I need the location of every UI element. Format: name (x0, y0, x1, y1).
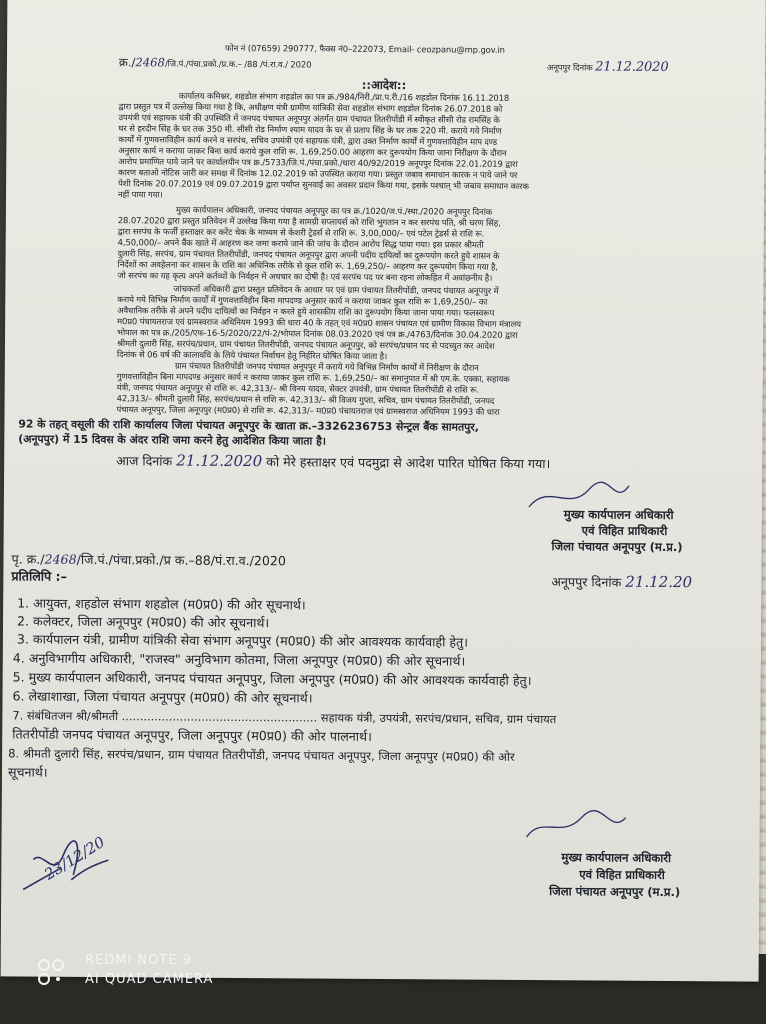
list-item: 5. मुख्य कार्यपालन अधिकारी, जनपद पंचायत अनूपपुर, जिला अनूपपुर (म0प्र0) की ओर आवश्यक कार्यवाही हेतु। (12, 669, 532, 689)
margin-date-note: 23/12/20 (41, 832, 109, 884)
list-item: सूचनार्थ। (7, 764, 48, 780)
list-item: 4. अनुविभागीय अधिकारी, "राजस्व" अनुविभाग कोतमा, जिला अनूपपुर (म0प्र0) की ओर सूचनार्थ। (12, 650, 466, 669)
list-item: 2. कलेक्टर, जिला अनूपपुर (म0प्र0) की ओर सूचनार्थ। (17, 613, 270, 631)
copy-reference: पृ. क्र./2468/जि.पं./पंचा.प्रको./प्र क.–88/पं.रा.व./2020 (11, 551, 286, 569)
reference-number: क्र./2468/जि.पं./पंचा.प्रको./प्र.क.– /88 /पं.रा.व./ 2020 (118, 55, 312, 70)
list-item: 1. आयुक्त, शहडोल संभाग शहडोल (म0प्र0) की ओर सूचनार्थ। (17, 595, 306, 613)
list-item: तितरीपोंडी जनपद पंचायत अनूपपुर, जिला अनूपपुर (म0प्र0) की ओर पालनार्थ। (12, 726, 372, 744)
closing-statement: आज दिनांक 21.12.2020 को मेरे हस्ताक्षर एवं पदमुद्रा से आदेश पारित घोषित किया गया। (116, 451, 551, 472)
office-contact: फोन नं (07659) 290777, फैक्स नं0–222073, Email- ceozpanu@mp.gov.in (225, 42, 505, 55)
list-item: 6. लेखाशाखा, जिला पंचायत अनूपपुर (म0प्र0) की ओर सूचनार्थ। (12, 688, 313, 706)
copy-title: प्रतिलिपि :– (11, 568, 67, 584)
list-item: 3. कार्यपालन यंत्री, ग्रामीण यांत्रिकी सेवा संभाग अनूपपुर (म0प्र0) की ओर आवश्यक कार्यवाही हेतु। (16, 631, 469, 650)
signature-flourish-1-icon (524, 477, 634, 518)
signature-flourish-2-icon (521, 807, 631, 848)
camera-watermark: REDMI NOTE 9 AI QUAD CAMERA (85, 953, 214, 987)
order-document: फोन नं (07659) 290777, फैक्स नं0–222073, Email- ceozpanu@mp.gov.in क्र./2468/जि.पं./पंचा.प्रको./प्र.क.– /88 /पं.रा.व./ 2020 अनूपपुर दिनांक 21.12.2020 ::आदेश:: कार्यालय कमिश्नर, शहडोल संभाग शहडोल का पत्र क्र./984/निरी./प्रा.प.री./16 शहडोल दिनांक 16.11.2018 द्वारा प्रस्तुत पत्र में उल्लेख किया गया है कि, अधीक्षण यंत्री ग्रामीण यांत्रिकी सेवा शहडोल संभाग शहडोल दिनांक 26.07.2018 को उपयंत्री एवं सहायक यंत्री की उपस्थिति में जनपद पंचायत अनूपपुर अंतर्गत ग्राम पंचायत तितरीपोंडी में स्वीकृत सीसी रोड रामसिंह के घर से हरदीन सिंह के घर तक 350 मी. सीसी रोड निर्माण श्याम यादव के घर से प्रताप सिंह के घर तक 220 मी. कराये गये निर्माण कार्यों में गुणवत्ताविहीन कार्य करने व सरपंच, सचिव उपयंत्री एवं सहायक यंत्री, द्वारा उक्त निर्माण कार्यों में गुणवत्ताविहीन माप दण्ड अनुसार कार्य न कराया जाकर बिना कार्य कराये कुल राशि रू. 1,69,250.00 आहरण कर दुरूपयोग किया जाना निरीक्षण के दौरान आरोप प्रमाणित पाये जाने पर कार्यालयीन पत्र क्र./5733/जि.पं./पंचा.प्रको./धारा 40/92/2019 अनूपपुर दिनांक 22.01.2019 द्वारा कारण बताओ नोटिस जारी कर समक्ष में दिनांक 12.02.2019 को उपस्थित कराया गया। प्रस्तुत जबाव समाधान कारक न पाये जाने पर पेशी दिनांक 20.07.2019 एवं 09.07.2019 द्वारा पर्याप्त सुनवाई का अवसर प्रदान किया गया, इसके पश्चात् भी जबाव समाधान कारक नहीं पाया गया। मुख्य कार्यपालन अधिकारी, जनपद पंचायत अनूपपुर का पत्र क्र./1020/ज.पं./स्था./2020 अनूपपुर दिनांक 28.07.2020 द्वारा प्रस्तुत प्रतिवेदन में उल्लेख किया गया है सामग्री सप्लायर्स को राशि भुगतान न कर सरपंच पति, श्री चरण सिंह, द्वारा सरपंच के फर्जी हस्ताक्षर कर करेंट चेक के माध्यम से केशरी ट्रेडर्स से राशि रू. 3,00,000/– एवं पटेल ट्रेडर्स से राशि रू. 4,50,000/– अपने बैंक खाते में आहरण कर जमा कराये जाने की जांच के दौरान आरोप सिद्ध पाया गया। इस प्रकार श्रीमती दुलारी सिंह, सरपंच, ग्राम पंचायत तितरीपोंडी, जनपद पंचायत अनूपपुर द्वारा अपनी पदीय दायित्वों का दुरूपयोग करते हुये शासन के निर्देशों का अवहेलना कर शासन के राशि का अधिनिक तरीके से कुल राशि रू. 1,69,250/– आहरण कर दुरूपयोग किया गया है, जो सरपंच का यह कृत्य अपने कर्तव्यों के निर्वहन में अचचार का दोषी है। एवं सरपंच पद पर बना रहना लोकहित में अवांछनीय है। जांचकर्ता अधिकारी द्वारा प्रस्तुत प्रतिवेदन के आधार पर एवं ग्राम पंचायत तितरीपोंडी, जनपद पंचायत अनूपपुर में कराये गये विभिन्न निर्माण कार्यों में गुणवत्ताविहीन बिना मापदण्ड अनुसार कार्य न कराया जाकर कुल राशि रू 1,69,250/– का अवैधानिक तरीके से अपने पदीय दायित्वों का निर्वहन न करते हुये शासकीय राशि का दुरूपयोग किया जाना पाया गया। फलस्वरूप म0प्र0 पंचायतराज एवं ग्रामस्वराज अधिनियम 1993 की धारा 40 के तहत् एवं म0प्र0 शासन पंचायत एवं ग्रामीण विकास विभाग मंत्रालय भोपाल का पत्र क्र./205/एफ-16-5/2020/22/पं-2/भोपाल दिनांक 08.03.2020 एवं पत्र क्र./4763/दिनांक 30.04.2020 द्वारा श्रीमती दुलारी सिंह, सरपंच/प्रधान, ग्राम पंचायत तितरीपोंडी, जनपद पंचायत अनूपपुर, को सरपंच/प्रधान पद से पदच्युत कर आदेश दिनांक से 06 वर्ष की कालावधि के लिये पंचायत निर्वाचन हेतु निर्हरित घोषित किया जाता है। ग्राम पंचायत तितरीपोंडी जनपद पंचायत अनूपपुर में कराये गये विभिन्न निर्माण कार्यों में निरीक्षण के दौरान गुणवत्ताविहीन बिना मापदण्ड अनुसार कार्य न कराया जाकर कुल राशि रू. 1,69,250/– का समानुपात में श्री एम.के. एक्का, सहायक यंत्री, जनपद पंचायत अनूपपुर से राशि रू. 42,313/– श्री विनय यादव, सेक्टर उपयंत्री, ग्राम पंचायत तितरीपोंडी से राशि रू. 42,313/– श्रीमती दुलारी सिंह, सरपंच/प्रधान से राशि रू. 42,313/– श्री विजय गुप्ता, सचिव, ग्राम पंचायत तितरीपोंडी, जनपद पंचायत अनूपपुर, जिला अनूपपुर (म0प्र0) से राशि रू. 42,313/– म0प्र0 पंचायतराज एवं ग्रामस्वराज अधिनियम 1993 की धारा 92 के तहत् वसूली की राशि कार्यालय जिला पंचायत अनूपपुर के खाता क्र.–3326236753 सेन्ट्रल बैंक सामतपुर, (अनूपपुर) में 15 दिवस के अंदर राशि जमा करने हेतु आदेशित किया जाता है। आज दिनांक 21.12.2020 को मेरे हस्ताक्षर एवं पदमुद्रा से आदेश पारित घोषित किया गया। मुख्य कार्यपालन अधिकारी एवं विहित प्राधिकारी जिला पंचायत अनूपपुर (म.प्र.) पृ. क्र./2468/जि.पं./पंचा.प्रको./प्र क.–88/पं.रा.व./2020 प्रतिलिपि :– अनूपपुर दिनांक 21.12.20 1. आयुक्त, शहडोल संभाग शहडोल (म0प्र0) की ओर सूचनार्थ। 2. कलेक्टर, जिला अनूपपुर (म0प्र0) की ओर सूचनार्थ। 3. कार्यपालन यंत्री, ग्रामीण यांत्रिकी सेवा संभाग अनूपपुर (म0प्र0) की ओर आवश्यक कार्यवाही हेतु। 4. अनुविभागीय अधिकारी, "राजस्व" अनुविभाग कोतमा, जिला अनूपपुर (म0प्र0) की ओर सूचनार्थ। 5. मुख्य कार्यपालन अधिकारी, जनपद पंचायत अनूपपुर, जिला अनूपपुर (म0प्र0) की ओर आवश्यक कार्यवाही हेतु। 6. लेखाशाखा, जिला पंचायत अनूपपुर (म0प्र0) की ओर सूचनार्थ। 7. संबंधितजन श्री/श्रीमती ...................................................... सहायक यंत्री, उपयंत्री, सरपंच/प्रधान, सचिव, ग्राम पंचायत तितरीपोंडी जनपद पंचायत अनूपपुर, जिला अनूपपुर (म0प्र0) की ओर पालनार्थ। 8. श्रीमती दुलारी सिंह, सरपंच/प्रधान, ग्राम पंचायत तितरीपोंडी, जनपद पंचायत अनूपपुर, जिला अनूपपुर (म0प्र0) की ओर सूचनार्थ। मुख्य कार्यपालन अधिकारी एवं विहित प्राधिकारी जिला पंचायत अनूपपुर (म.प्र.) 23/12/20 (1, 0, 766, 982)
list-item: 7. संबंधितजन श्री/श्रीमती ...................................................... सहायक यंत्री, उपयंत्री, सरपंच/प्रधान, सचिव, ग्राम पंचायत (12, 708, 557, 727)
camera-lens-icon (35, 955, 79, 989)
order-title: ::आदेश:: (361, 77, 407, 93)
list-item: 8. श्रीमती दुलारी सिंह, सरपंच/प्रधान, ग्राम पंचायत तितरीपोंडी, जनपद पंचायत अनूपपुर, जिला अनूपपुर (म0प्र0) की ओर (8, 746, 515, 764)
copy-date: अनूपपुर दिनांक 21.12.20 (551, 572, 693, 592)
handwritten-signature-icon (13, 819, 144, 920)
header-date: अनूपपुर दिनांक 21.12.2020 (546, 59, 669, 75)
